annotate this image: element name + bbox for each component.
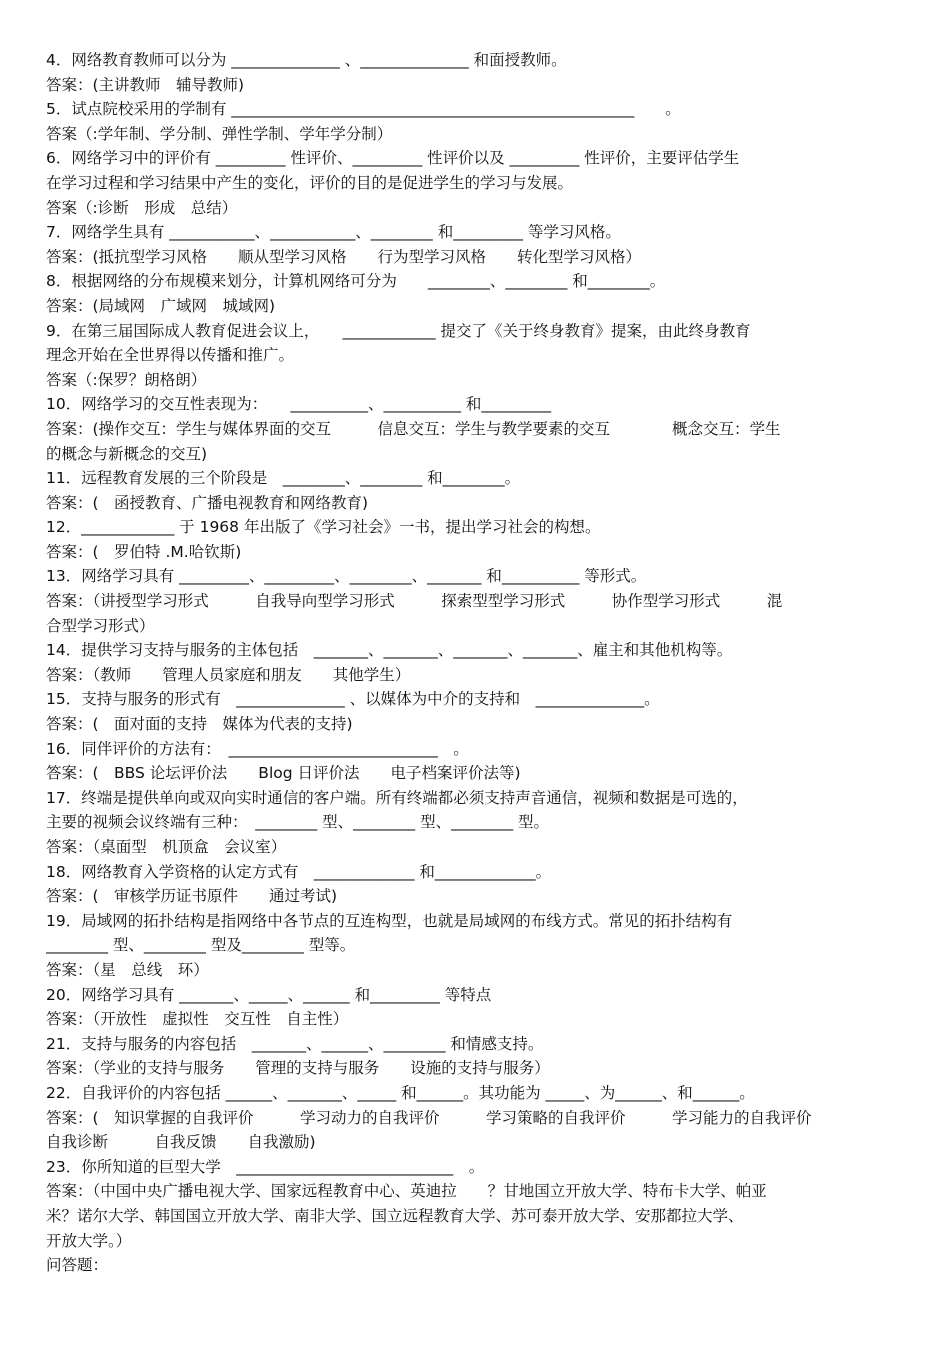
text-line: 9．在第三届国际成人教育促进会议上， ____________ 提交了《关于终身教育》提案，由此终身教育 — [46, 321, 751, 340]
text-line: 理念开始在全世界得以传播和推广。 — [46, 346, 295, 365]
text-line: 6．网络学习中的评价有 _________ 性评价、_________ 性评价以及 _________ 性评价，主要评估学生 — [46, 149, 740, 168]
text-line: 米？诺尔大学、韩国国立开放大学、南非大学、国立远程教育大学、苏可泰开放大学、安那都拉大学、 — [46, 1206, 744, 1225]
text-line: 16．同伴评价的方法有： ___________________________ 。 — [46, 739, 469, 758]
text-line: 答案：( 函授教育、广播电视教育和网络教育) — [46, 493, 369, 512]
text-line: 22．自我评价的内容包括 ______、_______、_____ 和______。其功能为 _____、为______、和______。 — [46, 1083, 755, 1102]
text-line: 答案：（桌面型 机顶盒 会议室） — [46, 838, 287, 856]
text-line: 11．远程教育发展的三个阶段是 ________、________ 和________。 — [46, 469, 521, 488]
text-line: 合型学习形式） — [46, 616, 155, 635]
text-line: 开放大学。） — [46, 1231, 132, 1250]
text-line: 12．____________ 于 1968 年出版了《学习社会》一书，提出学习社会的构想。 — [46, 518, 601, 537]
text-line: 答案（:学年制、学分制、弹性学制、学年学分制） — [46, 124, 393, 143]
text-line: 主要的视频会议终端有三种： ________ 型、________ 型、________ 型。 — [46, 813, 550, 832]
text-line: 23．你所知道的巨型大学 ____________________________ 。 — [46, 1157, 485, 1176]
text-line: 答案：(操作交互：学生与媒体界面的交互 信息交互：学生与教学要素的交互 概念交互：学生 — [46, 419, 781, 438]
text-line: ________ 型、________ 型及________ 型等。 — [46, 936, 356, 955]
text-line: 7．网络学生具有 ___________、___________、________ 和_________ 等学习风格。 — [46, 223, 621, 242]
text-line: 答案：( 罗伯特 .M.哈钦斯) — [46, 542, 242, 561]
text-line: 答案：(主讲教师 辅导教师) — [46, 75, 245, 94]
text-line: 19．局域网的拓扑结构是指网络中各节点的互连构型，也就是局域网的布线方式。常见的拓扑结构有 — [46, 911, 733, 930]
text-line: 问答题： — [46, 1256, 109, 1275]
text-line: 答案：( BBS 论坛评价法 Blog 日评价法 电子档案评价法等) — [46, 764, 521, 783]
text-line: 5．试点院校采用的学制有 ____________________________________________________ 。 — [46, 100, 681, 119]
text-line: 10．网络学习的交互性表现为： __________、__________ 和_________ — [46, 395, 552, 414]
text-line: 自我诊断 自我反馈 自我激励) — [46, 1133, 316, 1152]
text-line: 14．提供学习支持与服务的主体包括 _______、_______、_______、_______、雇主和其他机构等。 — [46, 641, 733, 660]
text-line: 8．根据网络的分布规模来划分，计算机网络可分为 ________、________ 和________。 — [46, 272, 666, 291]
text-line: 答案（:诊断 形成 总结） — [46, 198, 238, 217]
text-line: 15．支持与服务的形式有 ______________ 、以媒体为中介的支持和 ______________。 — [46, 690, 660, 709]
text-line: 20．网络学习具有 _______、_____、______ 和_________ 等特点 — [46, 985, 492, 1004]
text-line: 答案：(抵抗型学习风格 顺从型学习风格 行为型学习风格 转化型学习风格） — [46, 247, 642, 266]
text-line: 答案（:保罗？朗格朗） — [46, 370, 207, 389]
text-line: 答案：(局域网 广域网 城域网) — [46, 296, 276, 315]
text-line: 答案：（中国中央广播电视大学、国家远程教育中心、英迪拉 ？甘地国立开放大学、特布卡大学、帕亚 — [46, 1182, 767, 1201]
text-line: 答案：（星 总线 环） — [46, 960, 209, 979]
text-line: 17．终端是提供单向或双向实时通信的客户端。所有终端都必须支持声音通信，视频和数据是可选的， — [46, 788, 748, 807]
text-line: 13．网络学习具有 _________、_________、________、_______ 和__________ 等形式。 — [46, 567, 647, 586]
text-line: 答案：( 面对面的支持 媒体为代表的支持) — [46, 715, 353, 734]
text-line: 18．网络教育入学资格的认定方式有 _____________ 和_____________。 — [46, 862, 552, 881]
text-line: 答案：（教师 管理人员家庭和朋友 其他学生） — [46, 665, 411, 684]
text-line: 的概念与新概念的交互) — [46, 444, 208, 463]
text-line: 4．网络教育教师可以分为 ______________ 、______________ 和面授教师。 — [46, 51, 567, 69]
text-line: 答案：( 审核学历证书原件 通过考试) — [46, 887, 338, 906]
text-line: 答案：( 知识掌握的自我评价 学习动力的自我评价 学习策略的自我评价 学习能力的自我评价 — [46, 1108, 812, 1127]
text-line: 答案：（讲授型学习形式 自我导向型学习形式 探索型型学习形式 协作型学习形式 混 — [46, 592, 783, 611]
text-line: 在学习过程和学习结果中产生的变化，评价的目的是促进学生的学习与发展。 — [46, 173, 574, 192]
text-line: 答案：（学业的支持与服务 管理的支持与服务 设施的支持与服务） — [46, 1059, 550, 1078]
text-line: 答案：（开放性 虚拟性 交互性 自主性） — [46, 1010, 349, 1029]
text-line: 21．支持与服务的内容包括 _______、______、________ 和情感支持。 — [46, 1034, 544, 1053]
